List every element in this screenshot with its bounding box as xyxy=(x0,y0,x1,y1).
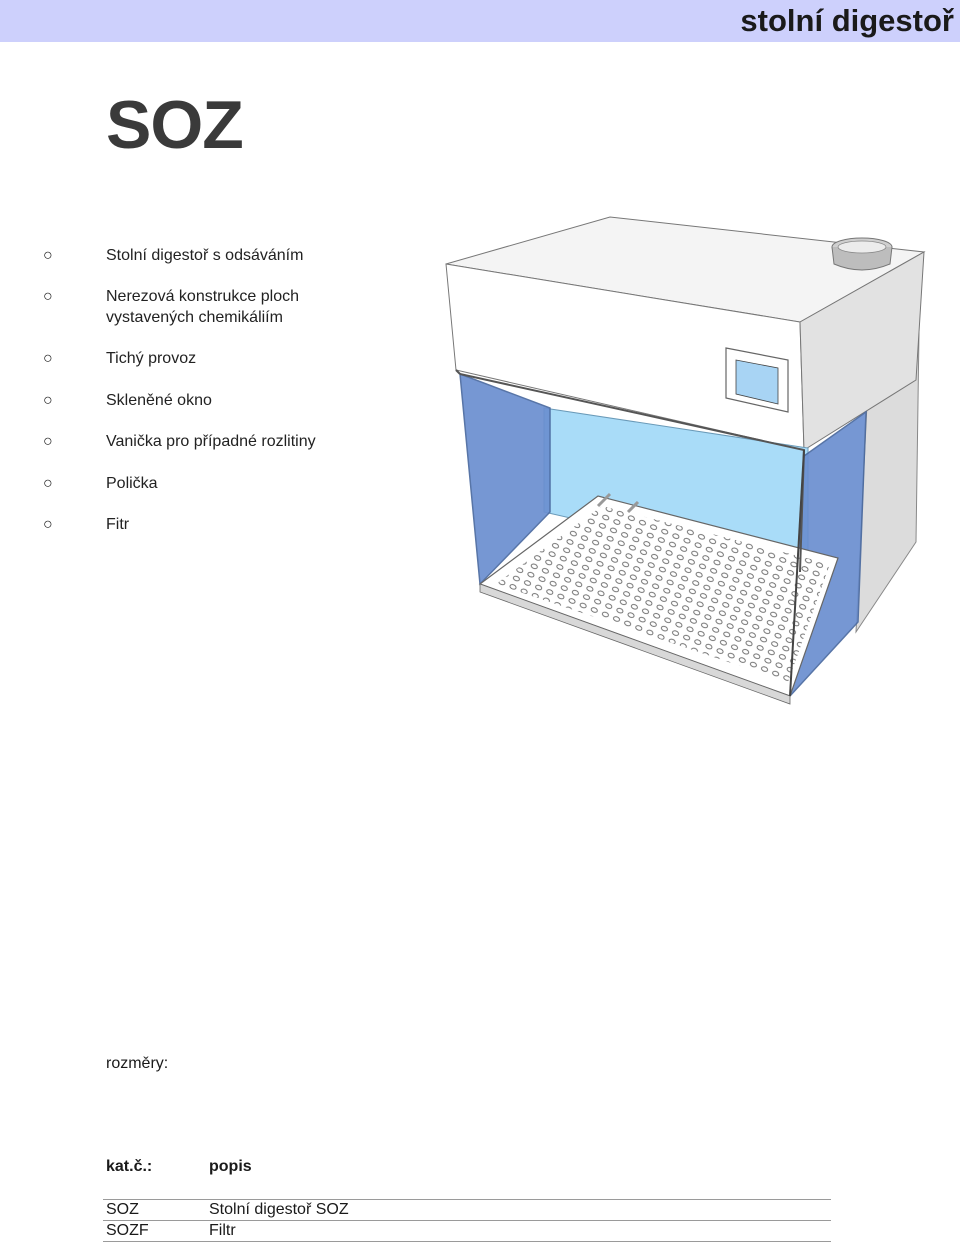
catalog-description: Stolní digestoř SOZ xyxy=(209,1201,349,1218)
circle-bullet-icon: ○ xyxy=(43,392,53,409)
feature-text: Stolní digestoř s odsáváním xyxy=(106,247,304,264)
feature-text: Tichý provoz xyxy=(106,350,197,367)
feature-text: Skleněné okno xyxy=(106,392,212,409)
feature-text: Fitr xyxy=(106,516,130,533)
header-title: stolní digestoř xyxy=(740,3,954,38)
circle-bullet-icon: ○ xyxy=(43,475,53,492)
circle-bullet-icon: ○ xyxy=(43,288,53,305)
table-row xyxy=(103,1220,831,1242)
fume-hood-illustration xyxy=(438,212,938,712)
circle-bullet-icon: ○ xyxy=(43,516,53,533)
catalog-description: Filtr xyxy=(209,1222,236,1239)
header-bar xyxy=(0,0,960,42)
circle-bullet-icon: ○ xyxy=(43,350,53,367)
table-row xyxy=(103,1199,831,1220)
catalog-header-description: popis xyxy=(209,1158,252,1175)
feature-text: Vanička pro případné rozlitiny xyxy=(106,433,316,450)
feature-text: Polička xyxy=(106,475,158,492)
catalog-header-code: kat.č.: xyxy=(106,1158,153,1175)
page-title: SOZ xyxy=(106,87,243,163)
dimensions-label: rozměry: xyxy=(106,1055,169,1072)
catalog-table xyxy=(103,1199,831,1242)
circle-bullet-icon: ○ xyxy=(43,247,53,264)
catalog-code: SOZF xyxy=(106,1222,149,1239)
feature-text: Nerezová konstrukce ploch vystavených chemikáliím xyxy=(106,288,299,326)
catalog-code: SOZ xyxy=(106,1201,139,1218)
circle-bullet-icon: ○ xyxy=(43,433,53,450)
